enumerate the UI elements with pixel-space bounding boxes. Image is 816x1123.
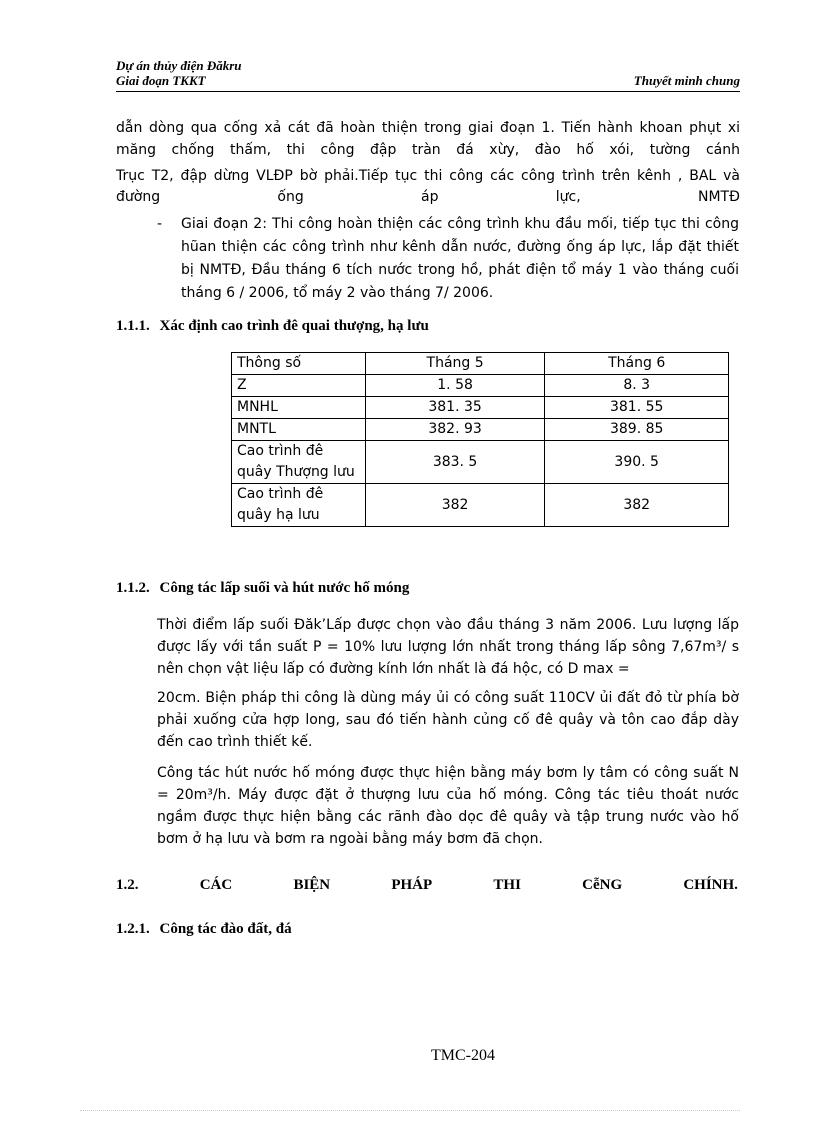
- header-divider: [116, 91, 740, 92]
- section-112-para-1b: 20cm. Biện pháp thi công là dùng máy ủi có công suất 110CV ủi đất đỏ từ phía bờ phải xuống cửa hợp long, sau đó tiến hành củng cố đê quây và tôn cao đắp dày đến cao trình thiết kế.: [157, 690, 739, 750]
- header-phase: Giai đoạn TKKT: [116, 73, 206, 88]
- stage2-text: Giai đoạn 2: Thi công hoàn thiện các công trình khu đầu mối, tiếp tục thi công hũan thiện các công trình như kênh dẫn nước, đường ống áp lực, lắp đặt thiết bị NMTĐ, Đầu tháng 6 tích nước trong hồ, phát điện tổ máy 1 vào tháng cuối tháng 6 / 2006, tổ máy 2 vào tháng 7/ 2006.: [181, 216, 739, 301]
- table-cell: 382: [545, 484, 729, 527]
- section-111-title: Xác định cao trình đê quai thượng, hạ lưu: [159, 318, 429, 334]
- section-112-para-1a: Thời điểm lấp suối Đăk’Lấp được chọn vào đầu tháng 3 năm 2006. Lưu lượng lấp được lấy với tần suất P = 10% lưu lượng lớn nhất trong tháng lấp sông 7,67m³/ s nên chọn vật liệu lấp có đường kính lớn nhất là đá hộc, có D max =: [157, 617, 739, 677]
- intro-line-1: dẫn dòng qua cống xả cát đã hoàn thiện trong giai đoạn 1. Tiến hành khoan phụt xi: [116, 120, 740, 136]
- table-header-row: [232, 353, 729, 375]
- page-header: [116, 58, 740, 88]
- table-cell: 381. 35: [365, 397, 545, 419]
- intro-word: áp: [421, 189, 439, 205]
- section-12-word: CÁC: [199, 877, 233, 893]
- table-row: [232, 484, 729, 527]
- intro-line-2: măng chống thấm, thi công đập tràn đá xừy, đào hố xói, tường cánh: [116, 142, 740, 158]
- section-12-word: BIỆN: [293, 877, 331, 893]
- section-12-word: PHÁP: [391, 877, 433, 893]
- section-12-word: THI: [493, 877, 521, 893]
- section-112-heading: [116, 579, 409, 597]
- table-row: [232, 419, 729, 441]
- table-cell: 1. 58: [365, 375, 545, 397]
- page-footer-code: TMC-204: [431, 1047, 495, 1064]
- section-121-title: Công tác đào đất, đá: [159, 921, 292, 937]
- intro-word: đường: [116, 189, 161, 205]
- header-doc-type: Thuyết minh chung: [633, 73, 740, 88]
- intro-line-4: [116, 186, 740, 208]
- section-12-word: CHÍNH.: [683, 877, 738, 893]
- section-111-heading: [116, 317, 429, 335]
- table-row: [232, 397, 729, 419]
- table-cell: 8. 3: [545, 375, 729, 397]
- table-cell-label: MNHL: [232, 397, 366, 419]
- section-12-heading: [116, 876, 738, 894]
- table-header-cell: Tháng 5: [365, 353, 545, 375]
- table-cell: 382: [365, 484, 545, 527]
- table-cell-label: Cao trình đê quây hạ lưu: [232, 484, 366, 527]
- intro-word: lực,: [555, 189, 581, 205]
- footer-divider: [80, 1110, 740, 1111]
- table-cell: 389. 85: [545, 419, 729, 441]
- table-header-cell: Thông số: [232, 353, 366, 375]
- table-cell-label: MNTL: [232, 419, 366, 441]
- intro-line-3: Trục T2, đập dừng VLĐP bờ phải.Tiếp tục thi công các công trình trên kênh , BAL và: [116, 168, 740, 184]
- stage2-dash: -: [157, 216, 163, 232]
- section-112-para-2: Công tác hút nước hố móng được thực hiện bằng máy bơm ly tâm có công suất N = 20m³/h. Máy được đặt ở thượng lưu của hố móng. Công tác tiêu thoát nước ngầm được thực hiện bằng các rãnh đào dọc đê quây và tập trung nước vào hố bơm ở hạ lưu và bơm ra ngoài bằng máy bơm đã chọn.: [157, 765, 739, 847]
- table-cell-label: Cao trình đê quây Thượng lưu: [232, 441, 366, 484]
- section-111-number: 1.1.1.: [116, 318, 150, 334]
- table-cell: 390. 5: [545, 441, 729, 484]
- section-121-heading: [116, 920, 292, 938]
- table-header-cell: Tháng 6: [545, 353, 729, 375]
- table-cell: 381. 55: [545, 397, 729, 419]
- section-121-number: 1.2.1.: [116, 921, 150, 937]
- table-row: [232, 441, 729, 484]
- table-row: [232, 375, 729, 397]
- section-112-title: Công tác lấp suối và hút nước hố móng: [159, 580, 410, 596]
- section-12-word: CễNG: [582, 877, 623, 893]
- section-112-number: 1.1.2.: [116, 580, 150, 596]
- parameter-table: [231, 352, 729, 527]
- table-cell: 382. 93: [365, 419, 545, 441]
- table-cell-label: Z: [232, 375, 366, 397]
- intro-word: ống: [277, 189, 304, 205]
- table-cell: 383. 5: [365, 441, 545, 484]
- intro-word: NMTĐ: [698, 189, 740, 205]
- header-project: Dự án thủy điện Đăkru: [116, 58, 242, 73]
- section-12-word: 1.2.: [116, 877, 139, 893]
